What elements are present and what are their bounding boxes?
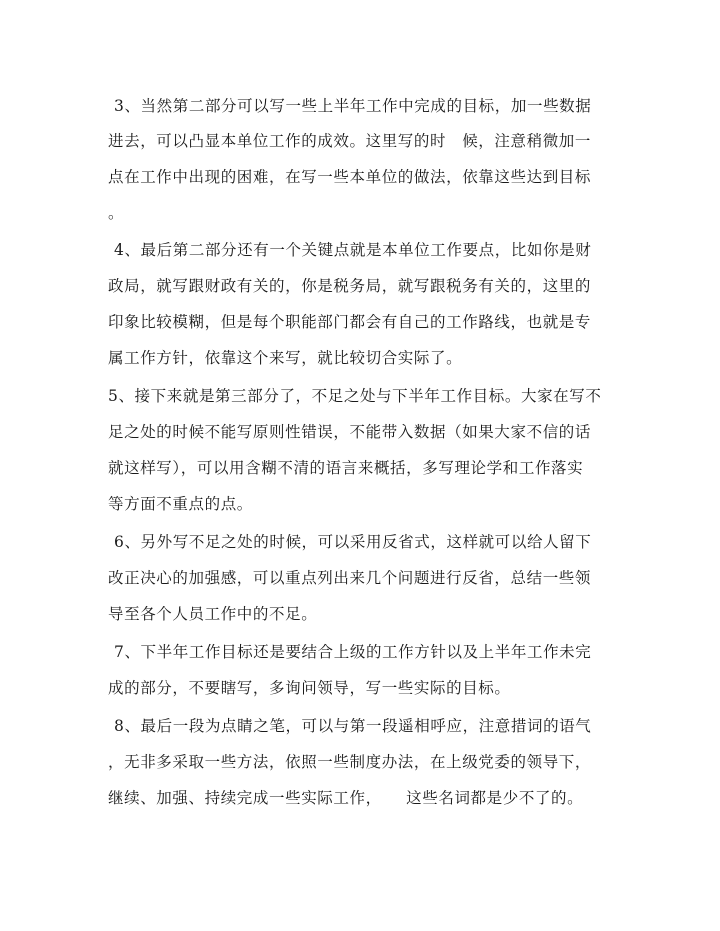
paragraph-3-line-1: 3、当然第二部分可以写一些上半年工作中完成的目标，加一些数据 xyxy=(114,97,592,115)
paragraph-6-line-1: 6、另外写不足之处的时候，可以采用反省式，这样就可以给人留下 xyxy=(114,533,592,551)
paragraph-5-line-1: 5、接下来就是第三部分了，不足之处与下半年工作目标。大家在写不 xyxy=(108,387,602,405)
paragraph-4-line-2: 政局，就写跟财政有关的，你是税务局，就写跟税务有关的，这里的 xyxy=(108,277,592,295)
paragraph-3-line-3: 点在工作中出现的困难，在写一些本单位的做法，依靠这些达到目标 xyxy=(108,168,592,186)
paragraph-5-line-2: 足之处的时候不能写原则性错误，不能带入数据（如果大家不信的话 xyxy=(108,423,592,441)
paragraph-4-line-4: 属工作方针，依靠这个来写，就比较切合实际了。 xyxy=(108,349,463,367)
paragraph-8-line-1: 8、最后一段为点睛之笔，可以与第一段遥相呼应，注意措词的语气 xyxy=(114,717,592,735)
paragraph-5-line-3: 就这样写），可以用含糊不清的语言来概括，多写理论学和工作落实 xyxy=(108,459,584,477)
paragraph-3-line-4: 。 xyxy=(108,204,125,222)
paragraph-6-line-2: 改正决心的加强感，可以重点列出来几个问题进行反省，总结一些领 xyxy=(108,569,592,587)
paragraph-5-line-4: 等方面不重点的点。 xyxy=(108,495,253,513)
paragraph-8-line-2: ，无非多采取一些方法，依照一些制度办法，在上级党委的领导下， xyxy=(108,753,592,771)
paragraph-8-line-3: 继续、加强、持续完成一些实际工作， 这些名词都是少不了的。 xyxy=(108,789,584,807)
paragraph-3-line-2: 进去，可以凸显本单位工作的成效。这里写的时 候，注意稍微加一 xyxy=(108,132,592,150)
paragraph-7-line-2: 成的部分，不要瞎写，多询问领导，写一些实际的目标。 xyxy=(108,679,511,697)
paragraph-4-line-1: 4、最后第二部分还有一个关键点就是本单位工作要点，比如你是财 xyxy=(114,241,592,259)
paragraph-4-line-3: 印象比较模糊，但是每个职能部门都会有自己的工作路线，也就是专 xyxy=(108,313,592,331)
paragraph-6-line-3: 导至各个人员工作中的不足。 xyxy=(108,605,318,623)
paragraph-7-line-1: 7、下半年工作目标还是要结合上级的工作方针以及上半年工作未完 xyxy=(114,643,592,661)
